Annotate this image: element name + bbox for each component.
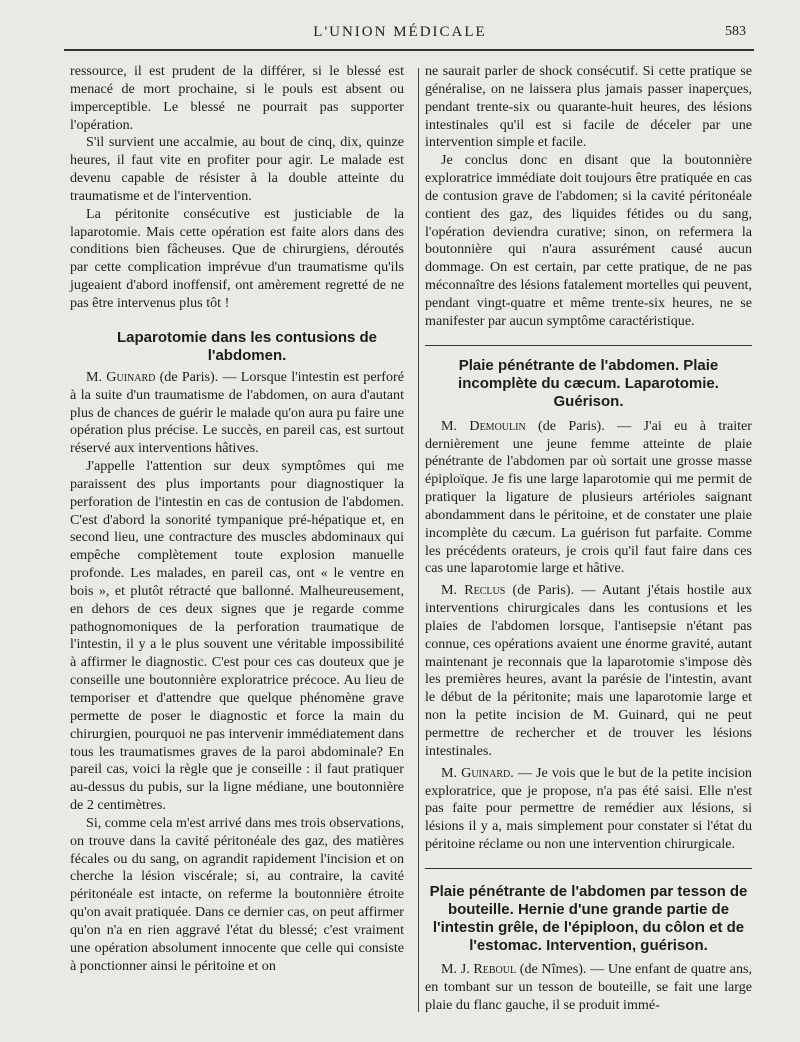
paragraph: ne saurait parler de shock consécutif. Si cette pratique se généralise, on ne laissera plus jamais passer inaperçues, pendant trente-six ou quarante-huit heures, des lésions intestinales qu'il est si facile de déceler par une intervention simple et facile.	[425, 63, 752, 151]
paragraph	[425, 418, 752, 579]
author-name: M. Guinard	[86, 368, 156, 385]
paragraph: Je conclus donc en disant que la boutonnière exploratrice immédiate doit toujours être pratiquée en cas de contusion grave de l'abdomen; si la cavité péritonéale contient des gaz, des liquides fétides ou du sang, l'opération deviendra curative; sinon, on refermera la boutonnière qui n'aura assurément causé aucun dommage. On est certain, par cette pratique, de ne pas méconnaître des lésions fatalement mortelles qui peuvent, pendant vingt-quatre et même trente-six heures, ne se manifester par aucun symptôme caractéristique.	[425, 152, 752, 329]
paragraph: S'il survient une accalmie, au bout de cinq, dix, quinze heures, il faut vite en profiter pour agir. Le malade est devenu capable de résister à la double atteinte du traumatisme et de l'intervention.	[70, 134, 404, 204]
paragraph-text: (de Paris). — Autant j'étais hostile aux interventions chirurgicales dans les contusions et les plaies de l'abdomen lorsque, l'antisepsie n'étant pas connue, ces opérations avaient une énorme gravité, autant maintenant je reconnais que la laparotomie s'impose dès les premières heures, avant la parésie de l'intestin, avant le début de la péritonite; mais une laparotomie large et non la petite incision de M. Guinard, qui ne peut permettre de rechercher et de trouver les lésions intestinales.	[425, 582, 752, 759]
paragraph-text: (de Paris). — J'ai eu à traiter dernièrement une jeune femme atteinte de plaie pénétrante de l'abdomen par où sortait une grosse masse épiploïque. Je fis une large laparotomie qui me permit de pratiquer la ligature de plusieurs artérioles saignant abondamment dans le péritoine, et de constater une plaie incomplète du cæcum. La guérison fut parfaite. Comme les précédents orateurs, je crois qu'il faut faire dans ces cas une laparotomie large et hâtive.	[425, 417, 752, 577]
author-name: M. Demoulin	[441, 417, 526, 434]
column-divider	[418, 68, 419, 1012]
author-name: M. Guinard	[441, 764, 511, 781]
paragraph	[425, 765, 752, 854]
paragraph	[425, 582, 752, 760]
page-number: 583	[725, 24, 746, 39]
author-name: M. J. Reboul	[441, 960, 517, 977]
header-rule	[64, 49, 754, 51]
running-header-title: L'UNION MÉDICALE	[313, 24, 487, 40]
paragraph-text: (de Nîmes). — Une enfant de quatre ans, en tombant sur un tesson de bouteille, se fait une large plaie du flanc gauche, il se produit immé-	[425, 960, 752, 1013]
section-rule	[425, 345, 752, 346]
paragraph: Si, comme cela m'est arrivé dans mes trois observations, on trouve dans la cavité péritonéale des gaz, des matières fécales ou du sang, on agrandit rapidement l'incision et on cherche la lésion viscérale; si, au contraire, la cavité péritonéale est intacte, on referme la boutonnière étroite qu'on avait pratiquée. Dans ce dernier cas, on peut affirmer qu'on n'a en rien aggravé l'état du blessé; c'est vraiment une opération absolument innocente que celle qui consiste à ponctionner ainsi le péritoine et on	[70, 814, 405, 974]
section-heading: Plaie pénétrante de l'abdomen par tesson de bouteille. Hernie d'une grande partie de l'intestin grêle, de l'épiploon, du côlon et de l'estomac. Intervention, guérison.	[429, 882, 748, 954]
left-column	[70, 63, 404, 976]
author-name: M. Reclus	[441, 582, 506, 599]
paragraph	[425, 961, 752, 1015]
paragraph	[70, 369, 404, 458]
paragraph: ressource, il est prudent de la différer, si le blessé est menacé de mort prochaine, si le pouls est absent ou imperceptible. Le blessé ne pourrait pas supporter l'opération.	[70, 63, 404, 133]
paragraph: La péritonite consécutive est justiciable de la laparotomie. Mais cette opération est faite alors dans des conditions bien fâcheuses. Que de chirurgiens, déroutés par cette complication imprévue d'un traumatisme qu'ils jugeaient d'abord inoffensif, ont amèrement regretté de ne pas être intervenus plus tôt !	[70, 205, 404, 311]
section-heading: Plaie pénétrante de l'abdomen. Plaie incomplète du cæcum. Laparotomie. Guérison.	[458, 356, 719, 410]
paragraph-text: (de Paris). — Lorsque l'intestin est perforé à la suite d'un traumatisme de l'abdomen, on aura d'autant plus de chances de guérir le malade qu'on aura pu faire une opération plus précise. Le succès, en pareil cas, est surtout réservé aux interventions hâtives.	[70, 368, 404, 457]
section-heading: Laparotomie dans les contusions de l'abdomen.	[116, 328, 378, 364]
paragraph-text: . — Je vois que le but de la petite incision exploratrice, que je propose, n'a pas été saisi. Elle n'est pas faite pour permettre de remédier aux lésions, si lésions il y a, mais simplement pour constater si l'état du péritoine réclame ou non une intervention chirurgicale.	[425, 764, 752, 853]
section-rule	[425, 868, 752, 869]
right-column	[425, 63, 752, 1014]
paragraph: J'appelle l'attention sur deux symptômes qui me paraissent des plus importants pour diagnostiquer la perforation de l'intestin en cas de contusion de l'abdomen. C'est d'abord la sonorité tympanique pré-hépatique et, en second lieu, une contracture des muscles abdominaux qui empêche complètement toute explosion manuelle profonde. Les malades, en pareil cas, ont « le ventre en bois », et plutôt rétracté que ballonné. Malheureusement, en dehors de ces deux signes que je regarde comme pathognomoniques de la perforation traumatique de l'intestin, il y a le plus souvent une véritable impossibilité à affirmer le diagnostic. C'est pour ces cas douteux que je conseille une boutonnière exploratrice précoce. Au lieu de temporiser et d'attendre que quelque phénomène grave permette de poser le diagnostic et force la main du chirurgien, pourquoi ne pas intervenir immédiatement dans tous les traumatismes graves de la paroi abdominale? En pareil cas, voici la règle que je conseille : il faut pratiquer au-dessus du pubis, sur la ligne médiane, une boutonnière de 2 centimètres.	[70, 458, 404, 814]
